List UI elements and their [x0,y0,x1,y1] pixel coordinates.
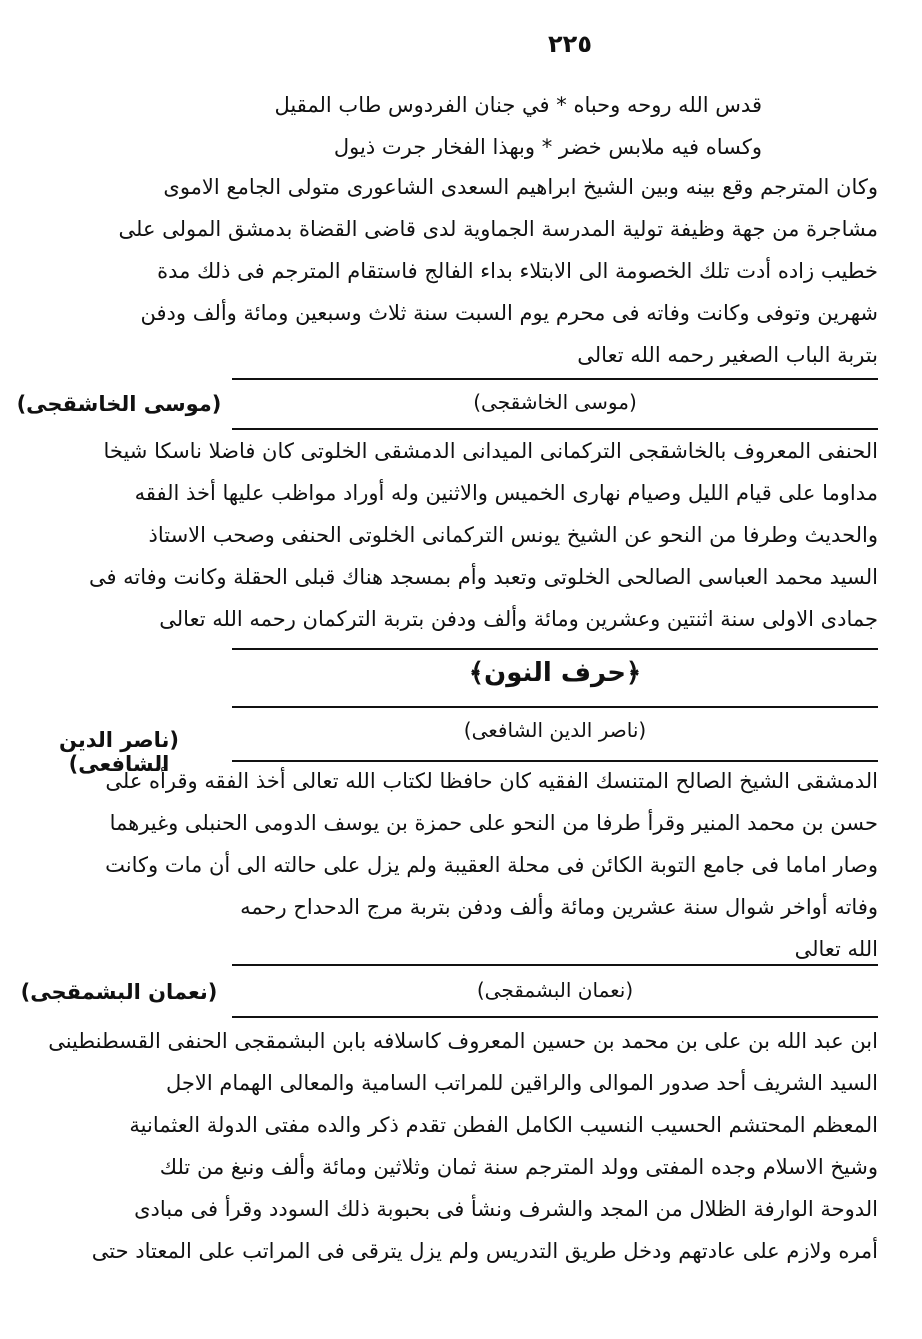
text-line: وكان المترجم وقع بينه وبين الشيخ ابراهيم السعدى الشاعورى متولى الجامع الاموى [163,175,878,199]
divider [232,964,878,966]
text-line: وفاته أواخر شوال سنة عشرين ومائة وألف ودفن بتربة مرج الدحداح رحمه [240,895,878,919]
text-line: بتربة الباب الصغير رحمه الله تعالى [577,343,878,367]
divider [232,648,878,650]
text-line: مشاجرة من جهة وظيفة تولية المدرسة الجماوية لدى قاضى القضاة بدمشق المولى على [118,217,878,241]
entry-text [48,1020,878,1272]
entry-heading: (نعمان البشمقجى) [476,978,634,1002]
entry-heading: (ناصر الدين الشافعى) [463,718,647,742]
text-line: الله تعالى [794,937,878,961]
text-line: الدوحة الوارفة الظلال من المجد والشرف ونشأ فى بحبوبة ذلك السودد وقرأ فى مبادى [134,1197,878,1221]
text-line: وشيخ الاسلام وجده المفتى وولد المترجم سنة ثمان وثلاثين ومائة وألف ونبغ من تلك [159,1155,878,1179]
chapter-heading: ﴿حرف النون﴾ [468,658,642,688]
divider [232,706,878,708]
text-line: أمره ولازم على عادتهم ودخل طريق التدريس ولم يزل يترقى فى المراتب على المعتاد حتى [91,1239,878,1263]
text-line: شهرين وتوفى وكانت وفاته فى محرم يوم السبت سنة ثلاث وسبعين ومائة وألف ودفن [140,301,878,325]
text-line: مداوما على قيام الليل وصيام نهارى الخميس والاثنين وله أوراد مواظب عليها أخذ الفقه [134,481,878,505]
verse-line: وكساه فيه ملابس خضر * وبهذا الفخار جرت ذيول [333,135,762,159]
text-line: الحنفى المعروف بالخاشقجى التركمانى الميدانى الدمشقى الخلوتى كان فاضلا ناسكا شيخا [103,439,878,463]
text-line: جمادى الاولى سنة اثنتين وعشرين ومائة وألف ودفن بتربة التركمان رحمه الله تعالى [159,607,878,631]
page-number: ٢٢٥ [548,30,592,58]
divider [232,378,878,380]
margin-note: (نعمان البشمقجى) [20,980,218,1004]
text-line: ابن عبد الله بن على بن محمد بن حسين المعروف كاسلافه بابن البشمقجى الحنفى القسطنطينى [48,1029,878,1053]
entry-text [118,166,878,376]
text-line: السيد الشريف أحد صدور الموالى والراقين للمراتب السامية والمعالى الهمام الاجل [166,1071,878,1095]
text-line: وصار اماما فى جامع التوبة الكائن فى محلة العقيبة ولم يزل على حالته الى أن مات وكانت [105,853,878,877]
text-line: المعظم المحتشم الحسيب النسيب الكامل الفطن تقدم ذكر والده مفتى الدولة العثمانية [129,1113,878,1137]
text-line: السيد محمد العباسى الصالحى الخلوتى وتعبد وأم بمسجد هناك قبلى الحقلة وكانت وفاته فى [88,565,878,589]
text-line: حسن بن محمد المنير وقرأ طرفا من النحو على حمزة بن يوسف الدومى الحنبلى وغيرهما [109,811,878,835]
divider [232,1016,878,1018]
text-line: خطيب زاده أدت تلك الخصومة الى الابتلاء بداء الفالج فاستقام المترجم فى ذلك مدة [157,259,878,283]
verse-block [262,84,762,168]
entry-heading: (موسى الخاشقجى) [473,390,637,414]
margin-note: (موسى الخاشقجى) [16,392,222,416]
margin-note: (ناصر الدين الشافعى) [58,728,180,776]
text-line: الدمشقى الشيخ الصالح المتنسك الفقيه كان حافظا لكتاب الله تعالى أخذ الفقه وقرأه على [105,769,878,793]
entry-text [105,760,878,970]
entry-text [88,430,878,640]
text-line: والحديث وطرفا من النحو عن الشيخ يونس التركمانى الخلوتى الحنفى وصحب الاستاذ [148,523,878,547]
verse-line: قدس الله روحه وحباه * في جنان الفردوس طاب المقيل [274,93,762,117]
